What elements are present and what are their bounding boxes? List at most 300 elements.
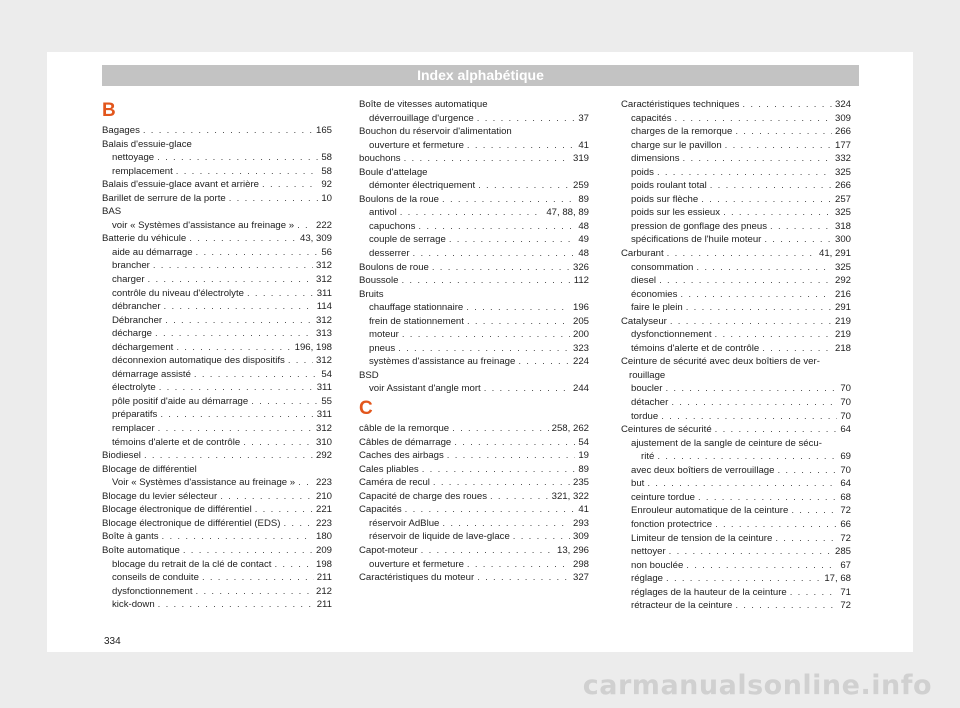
index-entry [359, 152, 589, 166]
index-entry-term: Boussole [359, 275, 399, 287]
index-entry-page: 326 [572, 261, 589, 273]
index-entry [102, 124, 332, 138]
index-entry-page: 212 [315, 585, 332, 597]
index-entry-page: 211 [316, 599, 332, 611]
dot-leader [413, 247, 576, 261]
index-entry-term: Blocage électronique de différentiel [102, 504, 252, 516]
dot-leader [661, 410, 837, 424]
dot-leader [686, 559, 837, 573]
dot-leader [442, 193, 575, 207]
index-entry-page: 165 [315, 125, 332, 136]
index-entry-term: moteur [369, 329, 399, 341]
dot-leader [669, 545, 832, 559]
index-entry-term: Ceintures de sécurité [621, 424, 712, 436]
index-entry-term: pression de gonflage des pneus [631, 220, 768, 232]
dot-leader [401, 274, 570, 288]
index-entry-page: 19 [578, 450, 589, 462]
index-entry-term: conseils de conduite [112, 572, 199, 584]
index-entry [359, 193, 589, 207]
index-entry [621, 450, 851, 464]
index-entry [621, 410, 851, 424]
index-entry-page: 312 [315, 355, 332, 367]
index-entry [621, 139, 851, 153]
dot-leader [513, 530, 570, 544]
index-entry-page: 310 [315, 436, 332, 448]
index-entry-term: dysfonctionnement [112, 585, 193, 597]
index-entry [102, 300, 332, 314]
index-entry-page: 10 [321, 192, 332, 204]
index-entry-page: 309 [834, 112, 851, 124]
dot-leader [715, 423, 838, 437]
index-entry-term: avec deux boîtiers de verrouillage [631, 464, 775, 476]
index-entry [621, 261, 851, 275]
index-entry-page: 292 [315, 450, 332, 462]
index-entry-page: 64 [840, 424, 851, 436]
index-entry-page: 89 [578, 193, 589, 205]
dot-leader [723, 206, 832, 220]
index-entry-term: Capacités [359, 504, 402, 516]
index-entry-term: capuchons [369, 220, 416, 232]
index-entry-term: chauffage stationnaire [369, 302, 464, 314]
index-entry [621, 586, 851, 600]
dot-leader [432, 261, 570, 275]
index-entry-term: débrancher [112, 301, 161, 313]
index-entry-term: charge sur le pavillon [631, 139, 722, 151]
dot-leader [418, 220, 575, 234]
dot-leader [421, 544, 554, 558]
index-entry [621, 288, 851, 302]
index-entry-page: 222 [315, 219, 332, 231]
index-entry [102, 381, 332, 395]
index-entry-term: frein de stationnement [369, 315, 464, 327]
index-entry-term: voir « Systèmes d'assistance au freinage » [112, 219, 295, 231]
dot-leader [398, 342, 570, 356]
index-entry-term: Caches des airbags [359, 450, 444, 462]
dot-leader [764, 233, 832, 247]
dot-leader [665, 382, 837, 396]
index-entry [621, 220, 851, 234]
index-entry [102, 327, 332, 341]
index-entry-term: décharge [112, 328, 153, 340]
index-entry-page: 325 [834, 261, 851, 273]
index-entry [102, 408, 332, 422]
index-entry-term: systèmes d'assistance au freinage [369, 356, 516, 368]
index-entry [359, 112, 589, 126]
index-entry [621, 382, 851, 396]
dot-leader [466, 301, 570, 315]
index-entry-page: 218 [834, 342, 851, 354]
dot-leader [454, 436, 575, 450]
dot-leader [675, 112, 832, 126]
index-entry-term: Biodiesel [102, 450, 141, 462]
index-entry-page: 309 [572, 531, 589, 543]
index-entry [102, 287, 332, 301]
dot-leader [647, 477, 837, 491]
dot-leader [449, 233, 576, 247]
index-entry [102, 165, 332, 179]
index-entry [359, 139, 589, 153]
dot-leader [220, 490, 313, 504]
dot-leader [189, 232, 297, 246]
index-entry-page: 180 [315, 531, 332, 543]
section-letter: B [102, 100, 116, 121]
index-entry-term: poids [631, 166, 654, 178]
index-entry-term: Caméra de recul [359, 477, 430, 489]
index-entry-term: réglage [631, 573, 664, 585]
index-entry-term: capacités [631, 112, 672, 124]
dot-leader [477, 571, 570, 585]
index-entry [621, 112, 851, 126]
index-entry [359, 206, 589, 220]
index-entry-page: 257 [834, 193, 851, 205]
index-entry [621, 166, 851, 180]
index-entry [102, 530, 332, 544]
dot-leader [484, 382, 570, 396]
index-entry-term: nettoyer [631, 546, 666, 558]
index-entry-page: 13, 296 [556, 544, 589, 556]
index-heading: Boîte de vitesses automatique [359, 99, 488, 110]
index-entry-page: 325 [834, 207, 851, 219]
index-entry [621, 545, 851, 559]
index-entry [621, 532, 851, 546]
index-entry-term: Balais d'essuie-glace avant et arrière [102, 179, 260, 191]
dot-leader [696, 261, 832, 275]
index-entry-page: 224 [572, 356, 589, 368]
dot-leader [657, 450, 837, 464]
index-entry-page: 72 [840, 532, 851, 544]
index-entry [621, 125, 851, 139]
dot-leader [667, 247, 816, 261]
index-entry-term: Batterie du véhicule [102, 233, 187, 245]
index-entry [102, 571, 332, 585]
index-entry [102, 585, 332, 599]
index-entry [102, 558, 332, 572]
index-entry-page: 114 [316, 301, 332, 313]
index-entry [359, 517, 589, 531]
index-entry-page: 313 [315, 328, 332, 340]
dot-leader [477, 112, 576, 126]
dot-leader [158, 598, 314, 612]
index-entry-page: 70 [840, 397, 851, 409]
index-entry-page: 221 [315, 504, 332, 516]
index-entry-page: 70 [840, 410, 851, 422]
index-entry-term: réservoir de liquide de lave-glace [369, 531, 510, 543]
index-entry [621, 206, 851, 220]
index-entry-term: pneus [369, 342, 396, 354]
index-entry-page: 64 [840, 478, 851, 490]
index-heading: Balais d'essuie-glace [102, 138, 192, 150]
index-entry-page: 292 [834, 275, 851, 287]
dot-leader [710, 179, 832, 193]
index-entry-term: témoins d'alerte et de contrôle [631, 342, 760, 354]
index-entry-term: charger [112, 274, 145, 286]
index-entry-term: ceinture tordue [631, 491, 695, 503]
index-entry-page: 312 [315, 314, 332, 326]
dot-leader [247, 287, 314, 301]
dot-leader [735, 125, 832, 139]
index-entry-term: démarrage assisté [112, 368, 191, 380]
page-title: Index alphabétique [102, 65, 859, 86]
index-entry-page: 300 [834, 234, 851, 246]
dot-leader [144, 449, 313, 463]
index-entry-page: 198 [315, 558, 332, 570]
index-heading: ajustement de la sangle de ceinture de sécu- [631, 437, 822, 449]
index-entry-page: 196 [572, 302, 589, 314]
dot-leader [159, 381, 314, 395]
index-entry-term: remplacement [112, 165, 173, 177]
index-entry-page: 205 [572, 315, 589, 327]
index-entry-term: Barillet de serrure de la porte [102, 192, 226, 204]
index-entry-page: 55 [321, 395, 332, 407]
watermark: carmanualsonline.info [582, 670, 932, 701]
index-entry [621, 491, 851, 505]
index-entry-term: couple de serrage [369, 234, 446, 246]
dot-leader [404, 152, 570, 166]
index-entry [621, 464, 851, 478]
index-entry-term: poids sur les essieux [631, 207, 721, 219]
index-entry-page: 321, 322 [551, 490, 589, 502]
index-entry-term: contrôle du niveau d'électrolyte [112, 287, 244, 299]
index-entry [621, 152, 851, 166]
index-entry-page: 259 [572, 180, 589, 192]
dot-leader [777, 464, 837, 478]
dot-leader [176, 165, 319, 179]
index-entry-page: 216 [834, 288, 851, 300]
index-entry [621, 423, 851, 437]
dot-leader [194, 368, 318, 382]
dot-leader [467, 315, 570, 329]
index-entry-page: 70 [840, 383, 851, 395]
index-entry-page: 293 [572, 517, 589, 529]
index-column-2 [359, 98, 589, 585]
index-entry-page: 41, 291 [818, 248, 851, 260]
index-entry-page: 72 [840, 600, 851, 612]
index-entry-page: 67 [840, 559, 851, 571]
dot-leader [155, 327, 313, 341]
index-entry [102, 490, 332, 504]
index-entry-term: boucler [631, 383, 663, 395]
index-entry-term: économies [631, 288, 678, 300]
index-entry-page: 48 [578, 220, 589, 232]
index-entry-term: déchargement [112, 341, 174, 353]
index-entry [621, 315, 851, 329]
index-entry [359, 463, 589, 477]
index-entry [621, 342, 851, 356]
dot-leader [452, 422, 549, 436]
dot-leader [153, 259, 313, 273]
index-entry-page: 37 [578, 112, 589, 124]
index-entry-term: démonter électriquement [369, 180, 476, 192]
index-entry-term: antivol [369, 207, 397, 219]
index-entry-page: 69 [840, 451, 851, 463]
index-entry [621, 396, 851, 410]
index-entry-term: but [631, 478, 645, 490]
index-entry-page: 66 [840, 518, 851, 530]
index-entry-term: Voir « Systèmes d'assistance au freinage » [112, 477, 296, 489]
index-entry [102, 151, 332, 165]
index-entry-page: 196, 198 [294, 341, 332, 353]
dot-leader [790, 586, 838, 600]
index-entry [102, 517, 332, 531]
index-entry [621, 559, 851, 573]
index-entry [102, 422, 332, 436]
dot-leader [715, 518, 837, 532]
dot-leader [262, 178, 318, 192]
index-entry [359, 503, 589, 517]
index-entry [102, 503, 332, 517]
index-entry-page: 54 [578, 436, 589, 448]
dot-leader [297, 219, 313, 233]
index-entry-page: 266 [834, 126, 851, 138]
index-entry-page: 89 [578, 463, 589, 475]
index-entry [621, 518, 851, 532]
index-entry-term: dimensions [631, 153, 680, 165]
index-entry [102, 341, 332, 355]
dot-leader [255, 503, 313, 517]
index-entry-page: 54 [321, 368, 332, 380]
index-entry [359, 436, 589, 450]
section-letter: C [359, 398, 373, 420]
index-entry-term: préparatifs [112, 409, 158, 421]
index-entry-page: 211 [316, 572, 332, 584]
dot-leader [671, 396, 837, 410]
index-entry-page: 41 [578, 139, 589, 151]
index-entry-page: 312 [315, 274, 332, 286]
index-entry-page: 312 [315, 260, 332, 272]
index-entry-page: 223 [315, 477, 332, 489]
index-heading: Ceinture de sécurité avec deux boîtiers de ver- rouillage [621, 356, 820, 381]
index-entry-term: Caractéristiques du moteur [359, 572, 475, 584]
index-entry-page: 70 [840, 464, 851, 476]
index-entry [359, 355, 589, 369]
dot-leader [176, 341, 291, 355]
dot-leader [202, 571, 314, 585]
index-entry [621, 233, 851, 247]
dot-leader [298, 476, 313, 490]
index-entry [621, 193, 851, 207]
index-entry-page: 235 [572, 477, 589, 489]
index-entry-page: 285 [834, 546, 851, 558]
dot-leader [433, 476, 570, 490]
index-entry-term: voir Assistant d'angle mort [369, 383, 481, 395]
index-entry-page: 219 [834, 329, 851, 341]
index-entry [621, 599, 851, 613]
index-entry-page: 223 [315, 517, 332, 529]
index-entry-term: Câbles de démarrage [359, 436, 452, 448]
index-entry-page: 92 [321, 179, 332, 191]
index-entry-term: Carburant [621, 248, 664, 260]
index-entry-term: poids sur flèche [631, 193, 699, 205]
index-entry [102, 476, 332, 490]
dot-leader [183, 544, 313, 558]
index-entry-term: détacher [631, 397, 669, 409]
index-entry [359, 490, 589, 504]
index-entry-term: ouverture et fermeture [369, 558, 464, 570]
index-entry [621, 477, 851, 491]
index-entry-term: Capacité de charge des roues [359, 490, 487, 502]
dot-leader [478, 179, 570, 193]
index-entry-term: diesel [631, 275, 657, 287]
index-entry-term: déconnexion automatique des dispositifs [112, 355, 285, 367]
index-entry-term: Boulons de roue [359, 261, 429, 273]
dot-leader [762, 342, 832, 356]
index-entry-term: consommation [631, 261, 694, 273]
dot-leader [157, 151, 318, 165]
index-entry-term: déverrouillage d'urgence [369, 112, 474, 124]
index-entry-page: 41 [578, 504, 589, 516]
dot-leader [196, 246, 319, 260]
index-entry-term: kick-down [112, 599, 155, 611]
dot-leader [715, 328, 832, 342]
index-entry-term: aide au démarrage [112, 246, 193, 258]
index-entry [359, 530, 589, 544]
index-entry-page: 219 [834, 315, 851, 327]
index-entry [102, 436, 332, 450]
index-entry-term: Boîte automatique [102, 544, 180, 556]
index-entry-term: Caractéristiques techniques [621, 99, 740, 110]
index-entry-page: 266 [834, 180, 851, 192]
dot-leader [447, 449, 576, 463]
index-entry [621, 98, 851, 112]
dot-leader [680, 288, 832, 302]
index-column-1 [102, 98, 332, 612]
dot-leader [405, 503, 576, 517]
dot-leader [400, 206, 544, 220]
index-entry-page: 48 [578, 248, 589, 260]
index-entry [621, 179, 851, 193]
index-entry-term: dysfonctionnement [631, 329, 712, 341]
index-entry-term: Enrouleur automatique de la ceinture [631, 505, 789, 517]
index-entry-term: Catalyseur [621, 315, 667, 327]
index-entry-term: Boulons de la roue [359, 193, 440, 205]
index-entry-term: non bouclée [631, 559, 684, 571]
index-entry-page: 17, 68 [824, 573, 851, 585]
dot-leader [725, 139, 832, 153]
dot-leader [670, 315, 832, 329]
document-page [47, 52, 913, 652]
index-entry [359, 449, 589, 463]
dot-leader [518, 355, 570, 369]
index-entry-page: 332 [834, 153, 851, 165]
dot-leader [422, 463, 576, 477]
index-entry-page: 56 [321, 246, 332, 258]
index-entry-page: 209 [315, 544, 332, 556]
dot-leader [164, 300, 314, 314]
index-entry-page: 258, 262 [551, 423, 589, 435]
index-entry-page: 311 [316, 382, 332, 394]
index-entry-term: Blocage électronique de différentiel (EDS) [102, 517, 281, 529]
index-entry-page: 311 [316, 287, 332, 299]
dot-leader [274, 558, 313, 572]
index-entry-term: spécifications de l'huile moteur [631, 234, 762, 246]
index-entry [621, 328, 851, 342]
index-entry-page: 210 [315, 490, 332, 502]
index-entry [102, 395, 332, 409]
index-entry-term: réglages de la hauteur de la ceinture [631, 586, 787, 598]
index-entry [359, 558, 589, 572]
index-entry [621, 247, 851, 261]
index-entry [359, 233, 589, 247]
dot-leader [701, 193, 832, 207]
index-entry-term: Boîte à gants [102, 531, 159, 543]
index-entry-term: poids roulant total [631, 180, 707, 192]
index-entry-page: 325 [834, 166, 851, 178]
index-entry-term: brancher [112, 260, 150, 272]
dot-leader [770, 220, 832, 234]
index-entry-term: électrolyte [112, 382, 156, 394]
dot-leader [229, 192, 319, 206]
index-heading: BAS [102, 206, 122, 218]
